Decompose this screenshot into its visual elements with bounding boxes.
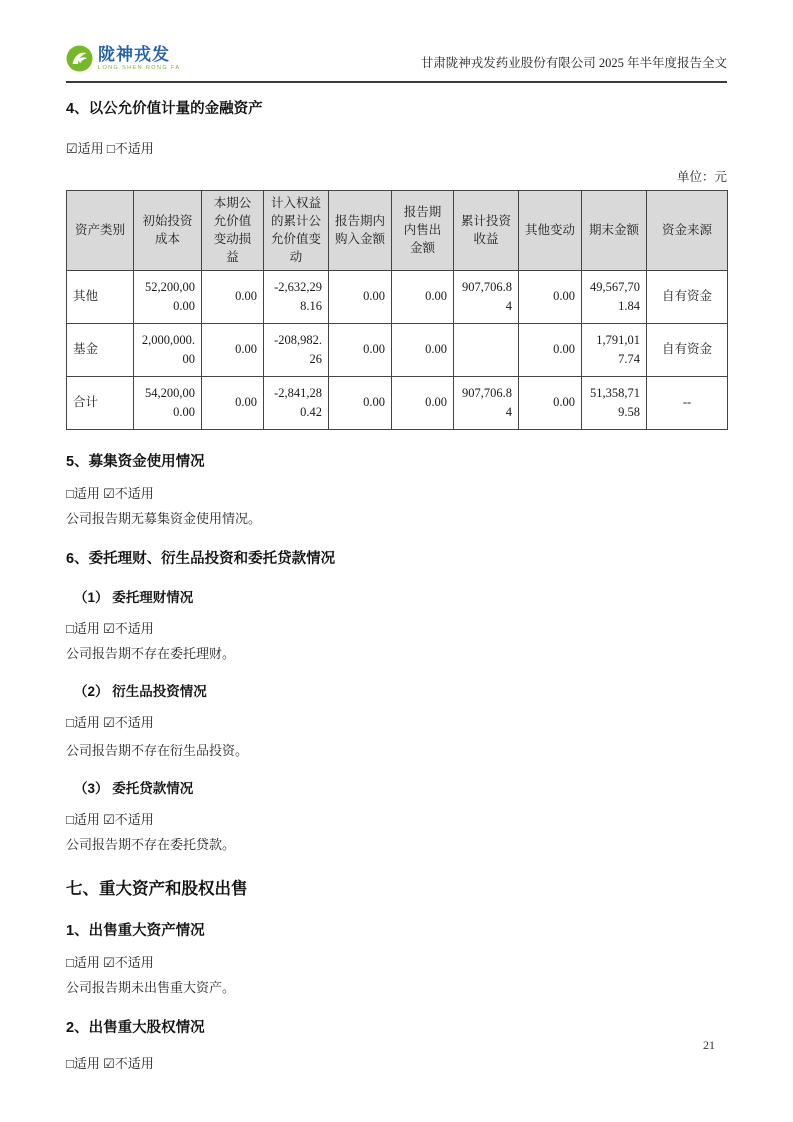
section-7-1-title: 1、出售重大资产情况: [66, 922, 205, 939]
table-cell: 0.00: [392, 323, 454, 376]
table-cell: 自有资金: [647, 270, 728, 323]
table-cell: 0.00: [392, 376, 454, 429]
brand-name-en: LONG SHEN RONG FA: [98, 65, 181, 71]
document-header: [66, 45, 727, 83]
table-cell: 907,706.84: [454, 376, 519, 429]
section-5-note: 公司报告期无募集资金使用情况。: [66, 510, 262, 526]
page-number: 21: [703, 1038, 715, 1052]
section-5-applicability: □适用 ☑不适用: [66, 485, 154, 501]
section-4-applicability: ☑适用 □不适用: [66, 141, 154, 156]
logo-wordmark: [98, 46, 180, 71]
logo-leaf-icon: [66, 45, 93, 72]
table-cell: 0.00: [519, 270, 582, 323]
section-4-title: 4、以公允价值计量的金融资产: [66, 101, 263, 117]
table-row: [67, 270, 728, 323]
column-header: 资产类别: [67, 191, 134, 271]
section-7-2-applicability: □适用 ☑不适用: [66, 1055, 154, 1071]
section-7-1-note: 公司报告期未出售重大资产。: [66, 979, 236, 995]
column-header: 期末金额: [582, 191, 647, 271]
section-6-3-note: 公司报告期不存在委托贷款。: [66, 836, 236, 852]
table-cell: 907,706.84: [454, 270, 519, 323]
column-header: 报告期内售出金额: [392, 191, 454, 271]
table-cell: 0.00: [202, 376, 264, 429]
table-cell: [454, 323, 519, 376]
section-7-1-applicability: □适用 ☑不适用: [66, 954, 154, 970]
column-header: 计入权益的累计公允价值变动: [264, 191, 329, 271]
section-6-1-title: （1） 委托理财情况: [74, 589, 194, 605]
section-6-3-applicability: □适用 ☑不适用: [66, 811, 154, 827]
column-header: 累计投资收益: [454, 191, 519, 271]
table-cell: 2,000,000.00: [134, 323, 202, 376]
table-header: [67, 191, 728, 271]
section-6-1-applicability: □适用 ☑不适用: [66, 620, 154, 636]
table-cell: --: [647, 376, 728, 429]
section-6-2-note: 公司报告期不存在衍生品投资。: [66, 742, 249, 758]
table-cell: 0.00: [519, 323, 582, 376]
table-cell: -2,632,298.16: [264, 270, 329, 323]
brand-name-cn: 陇神戎发: [98, 45, 170, 64]
total-row: [67, 376, 728, 429]
table-cell: 1,791,017.74: [582, 323, 647, 376]
table-cell: 0.00: [519, 376, 582, 429]
report-page: [66, 45, 727, 1072]
report-title: 甘肃陇神戎发药业股份有限公司 2025 年半年度报告全文: [420, 56, 727, 70]
financial-assets-table: [66, 190, 728, 430]
table-cell: 0.00: [392, 270, 454, 323]
unit-label: 单位：元: [676, 170, 727, 184]
section-6-title: 6、委托理财、衍生品投资和委托贷款情况: [66, 550, 336, 567]
table-cell: 其他: [67, 270, 134, 323]
table-cell: 0.00: [202, 270, 264, 323]
company-logo: [66, 45, 180, 72]
table-cell: 49,567,701.84: [582, 270, 647, 323]
section-6-2-applicability: □适用 ☑不适用: [66, 714, 154, 730]
table-body: [67, 270, 728, 429]
table-cell: 52,200,000.00: [134, 270, 202, 323]
table-cell: -208,982.26: [264, 323, 329, 376]
table-cell: 合计: [67, 376, 134, 429]
table-cell: 0.00: [329, 270, 392, 323]
section-5-title: 5、募集资金使用情况: [66, 453, 205, 470]
section-6-3-title: （3） 委托贷款情况: [74, 780, 194, 796]
section-6-2-title: （2） 衍生品投资情况: [74, 683, 207, 699]
table-cell: 0.00: [329, 323, 392, 376]
column-header: 资金来源: [647, 191, 728, 271]
section-7-title: 七、重大资产和股权出售: [66, 879, 248, 898]
column-header: 报告期内购入金额: [329, 191, 392, 271]
column-header: 本期公允价值变动损益: [202, 191, 264, 271]
table-cell: 0.00: [329, 376, 392, 429]
column-header: 初始投资成本: [134, 191, 202, 271]
table-cell: 54,200,000.00: [134, 376, 202, 429]
section-7-2-title: 2、出售重大股权情况: [66, 1019, 205, 1036]
table-cell: 基金: [67, 323, 134, 376]
table-cell: 0.00: [202, 323, 264, 376]
table-row: [67, 323, 728, 376]
section-6-1-note: 公司报告期不存在委托理财。: [66, 645, 236, 661]
table-cell: 自有资金: [647, 323, 728, 376]
table-header-row: [67, 191, 728, 271]
table-cell: -2,841,280.42: [264, 376, 329, 429]
column-header: 其他变动: [519, 191, 582, 271]
table-cell: 51,358,719.58: [582, 376, 647, 429]
